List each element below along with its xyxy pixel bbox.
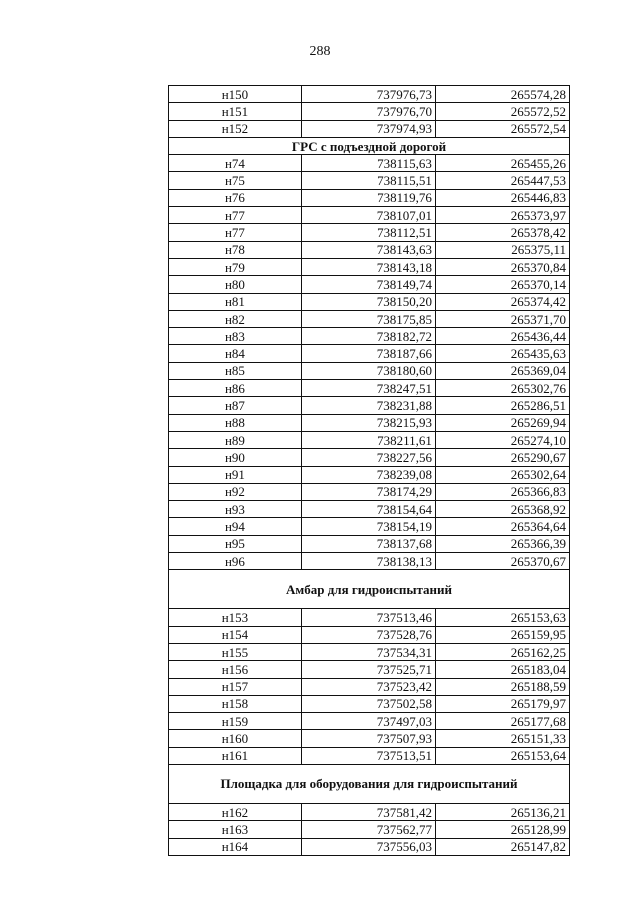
y-coordinate-cell: 265366,83 — [435, 483, 569, 500]
point-id-cell: н153 — [169, 609, 302, 626]
point-id-cell: н95 — [169, 535, 302, 552]
x-coordinate-cell: 737507,93 — [301, 730, 435, 747]
point-id-cell: н90 — [169, 449, 302, 466]
y-coordinate-cell: 265147,82 — [435, 838, 569, 855]
x-coordinate-cell: 738137,68 — [301, 535, 435, 552]
y-coordinate-cell: 265269,94 — [435, 414, 569, 431]
y-coordinate-cell: 265572,52 — [435, 103, 569, 120]
table-row — [169, 207, 570, 224]
table-row — [169, 821, 570, 838]
x-coordinate-cell: 738115,51 — [301, 172, 435, 189]
point-id-cell: н76 — [169, 189, 302, 206]
section-header-row — [169, 137, 570, 154]
table-row — [169, 328, 570, 345]
point-id-cell: н74 — [169, 155, 302, 172]
y-coordinate-cell: 265274,10 — [435, 431, 569, 448]
x-coordinate-cell: 737528,76 — [301, 626, 435, 643]
table-row — [169, 626, 570, 643]
x-coordinate-cell: 737497,03 — [301, 713, 435, 730]
point-id-cell: н83 — [169, 328, 302, 345]
table-row — [169, 553, 570, 570]
y-coordinate-cell: 265302,64 — [435, 466, 569, 483]
table-row — [169, 241, 570, 258]
point-id-cell: н156 — [169, 661, 302, 678]
table-row — [169, 310, 570, 327]
point-id-cell: н88 — [169, 414, 302, 431]
table-row — [169, 609, 570, 626]
x-coordinate-cell: 738231,88 — [301, 397, 435, 414]
point-id-cell: н77 — [169, 224, 302, 241]
x-coordinate-cell: 738175,85 — [301, 310, 435, 327]
x-coordinate-cell: 738150,20 — [301, 293, 435, 310]
section-title: ГРС с подъездной дорогой — [169, 137, 570, 154]
point-id-cell: н162 — [169, 803, 302, 820]
x-coordinate-cell: 738138,13 — [301, 553, 435, 570]
table-row — [169, 155, 570, 172]
point-id-cell: н159 — [169, 713, 302, 730]
point-id-cell: н152 — [169, 120, 302, 137]
table-row — [169, 103, 570, 120]
x-coordinate-cell: 738107,01 — [301, 207, 435, 224]
table-row — [169, 803, 570, 820]
point-id-cell: н161 — [169, 747, 302, 764]
table-row — [169, 695, 570, 712]
y-coordinate-cell: 265375,11 — [435, 241, 569, 258]
table-row — [169, 189, 570, 206]
point-id-cell: н158 — [169, 695, 302, 712]
table-row — [169, 362, 570, 379]
point-id-cell: н160 — [169, 730, 302, 747]
point-id-cell: н78 — [169, 241, 302, 258]
x-coordinate-cell: 737976,73 — [301, 86, 435, 103]
point-id-cell: н82 — [169, 310, 302, 327]
table-row — [169, 466, 570, 483]
x-coordinate-cell: 738149,74 — [301, 276, 435, 293]
table-row — [169, 838, 570, 855]
point-id-cell: н163 — [169, 821, 302, 838]
x-coordinate-cell: 738215,93 — [301, 414, 435, 431]
point-id-cell: н155 — [169, 643, 302, 660]
table-row — [169, 345, 570, 362]
x-coordinate-cell: 738115,63 — [301, 155, 435, 172]
point-id-cell: н80 — [169, 276, 302, 293]
y-coordinate-cell: 265574,28 — [435, 86, 569, 103]
x-coordinate-cell: 737513,51 — [301, 747, 435, 764]
page-number: 288 — [309, 44, 331, 59]
coordinates-table — [168, 85, 570, 856]
table-row — [169, 501, 570, 518]
x-coordinate-cell: 737523,42 — [301, 678, 435, 695]
table-row — [169, 258, 570, 275]
y-coordinate-cell: 265153,63 — [435, 609, 569, 626]
y-coordinate-cell: 265183,04 — [435, 661, 569, 678]
x-coordinate-cell: 737513,46 — [301, 609, 435, 626]
y-coordinate-cell: 265179,97 — [435, 695, 569, 712]
x-coordinate-cell: 737556,03 — [301, 838, 435, 855]
x-coordinate-cell: 738227,56 — [301, 449, 435, 466]
y-coordinate-cell: 265370,67 — [435, 553, 569, 570]
y-coordinate-cell: 265136,21 — [435, 803, 569, 820]
table-row — [169, 643, 570, 660]
table-row — [169, 661, 570, 678]
point-id-cell: н96 — [169, 553, 302, 570]
y-coordinate-cell: 265128,99 — [435, 821, 569, 838]
point-id-cell: н151 — [169, 103, 302, 120]
x-coordinate-cell: 737976,70 — [301, 103, 435, 120]
point-id-cell: н150 — [169, 86, 302, 103]
table-row — [169, 535, 570, 552]
y-coordinate-cell: 265151,33 — [435, 730, 569, 747]
point-id-cell: н87 — [169, 397, 302, 414]
y-coordinate-cell: 265286,51 — [435, 397, 569, 414]
x-coordinate-cell: 738143,18 — [301, 258, 435, 275]
y-coordinate-cell: 265446,83 — [435, 189, 569, 206]
point-id-cell: н77 — [169, 207, 302, 224]
table-row — [169, 414, 570, 431]
table-row — [169, 431, 570, 448]
point-id-cell: н94 — [169, 518, 302, 535]
point-id-cell: н75 — [169, 172, 302, 189]
x-coordinate-cell: 738112,51 — [301, 224, 435, 241]
x-coordinate-cell: 737525,71 — [301, 661, 435, 678]
y-coordinate-cell: 265370,84 — [435, 258, 569, 275]
section-header-row — [169, 764, 570, 803]
point-id-cell: н154 — [169, 626, 302, 643]
point-id-cell: н81 — [169, 293, 302, 310]
y-coordinate-cell: 265370,14 — [435, 276, 569, 293]
table-row — [169, 172, 570, 189]
table-row — [169, 678, 570, 695]
y-coordinate-cell: 265188,59 — [435, 678, 569, 695]
y-coordinate-cell: 265159,95 — [435, 626, 569, 643]
x-coordinate-cell: 738180,60 — [301, 362, 435, 379]
y-coordinate-cell: 265447,53 — [435, 172, 569, 189]
y-coordinate-cell: 265368,92 — [435, 501, 569, 518]
coordinates-table-body — [169, 86, 570, 856]
table-row — [169, 730, 570, 747]
section-title: Площадка для оборудования для гидроиспытаний — [169, 764, 570, 803]
y-coordinate-cell: 265378,42 — [435, 224, 569, 241]
y-coordinate-cell: 265366,39 — [435, 535, 569, 552]
x-coordinate-cell: 737534,31 — [301, 643, 435, 660]
table-row — [169, 293, 570, 310]
x-coordinate-cell: 738187,66 — [301, 345, 435, 362]
x-coordinate-cell: 738239,08 — [301, 466, 435, 483]
section-header-row — [169, 570, 570, 609]
section-title: Амбар для гидроиспытаний — [169, 570, 570, 609]
x-coordinate-cell: 738211,61 — [301, 431, 435, 448]
table-row — [169, 747, 570, 764]
x-coordinate-cell: 738154,64 — [301, 501, 435, 518]
x-coordinate-cell: 737581,42 — [301, 803, 435, 820]
y-coordinate-cell: 265572,54 — [435, 120, 569, 137]
x-coordinate-cell: 738182,72 — [301, 328, 435, 345]
table-row — [169, 397, 570, 414]
y-coordinate-cell: 265162,25 — [435, 643, 569, 660]
point-id-cell: н86 — [169, 380, 302, 397]
y-coordinate-cell: 265369,04 — [435, 362, 569, 379]
point-id-cell: н157 — [169, 678, 302, 695]
table-row — [169, 120, 570, 137]
table-row — [169, 86, 570, 103]
y-coordinate-cell: 265364,64 — [435, 518, 569, 535]
point-id-cell: н164 — [169, 838, 302, 855]
table-row — [169, 518, 570, 535]
y-coordinate-cell: 265177,68 — [435, 713, 569, 730]
y-coordinate-cell: 265153,64 — [435, 747, 569, 764]
y-coordinate-cell: 265374,42 — [435, 293, 569, 310]
x-coordinate-cell: 737502,58 — [301, 695, 435, 712]
table-row — [169, 449, 570, 466]
point-id-cell: н91 — [169, 466, 302, 483]
x-coordinate-cell: 738247,51 — [301, 380, 435, 397]
y-coordinate-cell: 265373,97 — [435, 207, 569, 224]
x-coordinate-cell: 738143,63 — [301, 241, 435, 258]
x-coordinate-cell: 737974,93 — [301, 120, 435, 137]
point-id-cell: н85 — [169, 362, 302, 379]
point-id-cell: н92 — [169, 483, 302, 500]
point-id-cell: н89 — [169, 431, 302, 448]
x-coordinate-cell: 738174,29 — [301, 483, 435, 500]
table-row — [169, 276, 570, 293]
x-coordinate-cell: 737562,77 — [301, 821, 435, 838]
point-id-cell: н84 — [169, 345, 302, 362]
table-row — [169, 380, 570, 397]
point-id-cell: н79 — [169, 258, 302, 275]
table-row — [169, 224, 570, 241]
y-coordinate-cell: 265302,76 — [435, 380, 569, 397]
table-row — [169, 713, 570, 730]
y-coordinate-cell: 265371,70 — [435, 310, 569, 327]
y-coordinate-cell: 265455,26 — [435, 155, 569, 172]
point-id-cell: н93 — [169, 501, 302, 518]
y-coordinate-cell: 265290,67 — [435, 449, 569, 466]
table-row — [169, 483, 570, 500]
y-coordinate-cell: 265436,44 — [435, 328, 569, 345]
y-coordinate-cell: 265435,63 — [435, 345, 569, 362]
x-coordinate-cell: 738119,76 — [301, 189, 435, 206]
x-coordinate-cell: 738154,19 — [301, 518, 435, 535]
